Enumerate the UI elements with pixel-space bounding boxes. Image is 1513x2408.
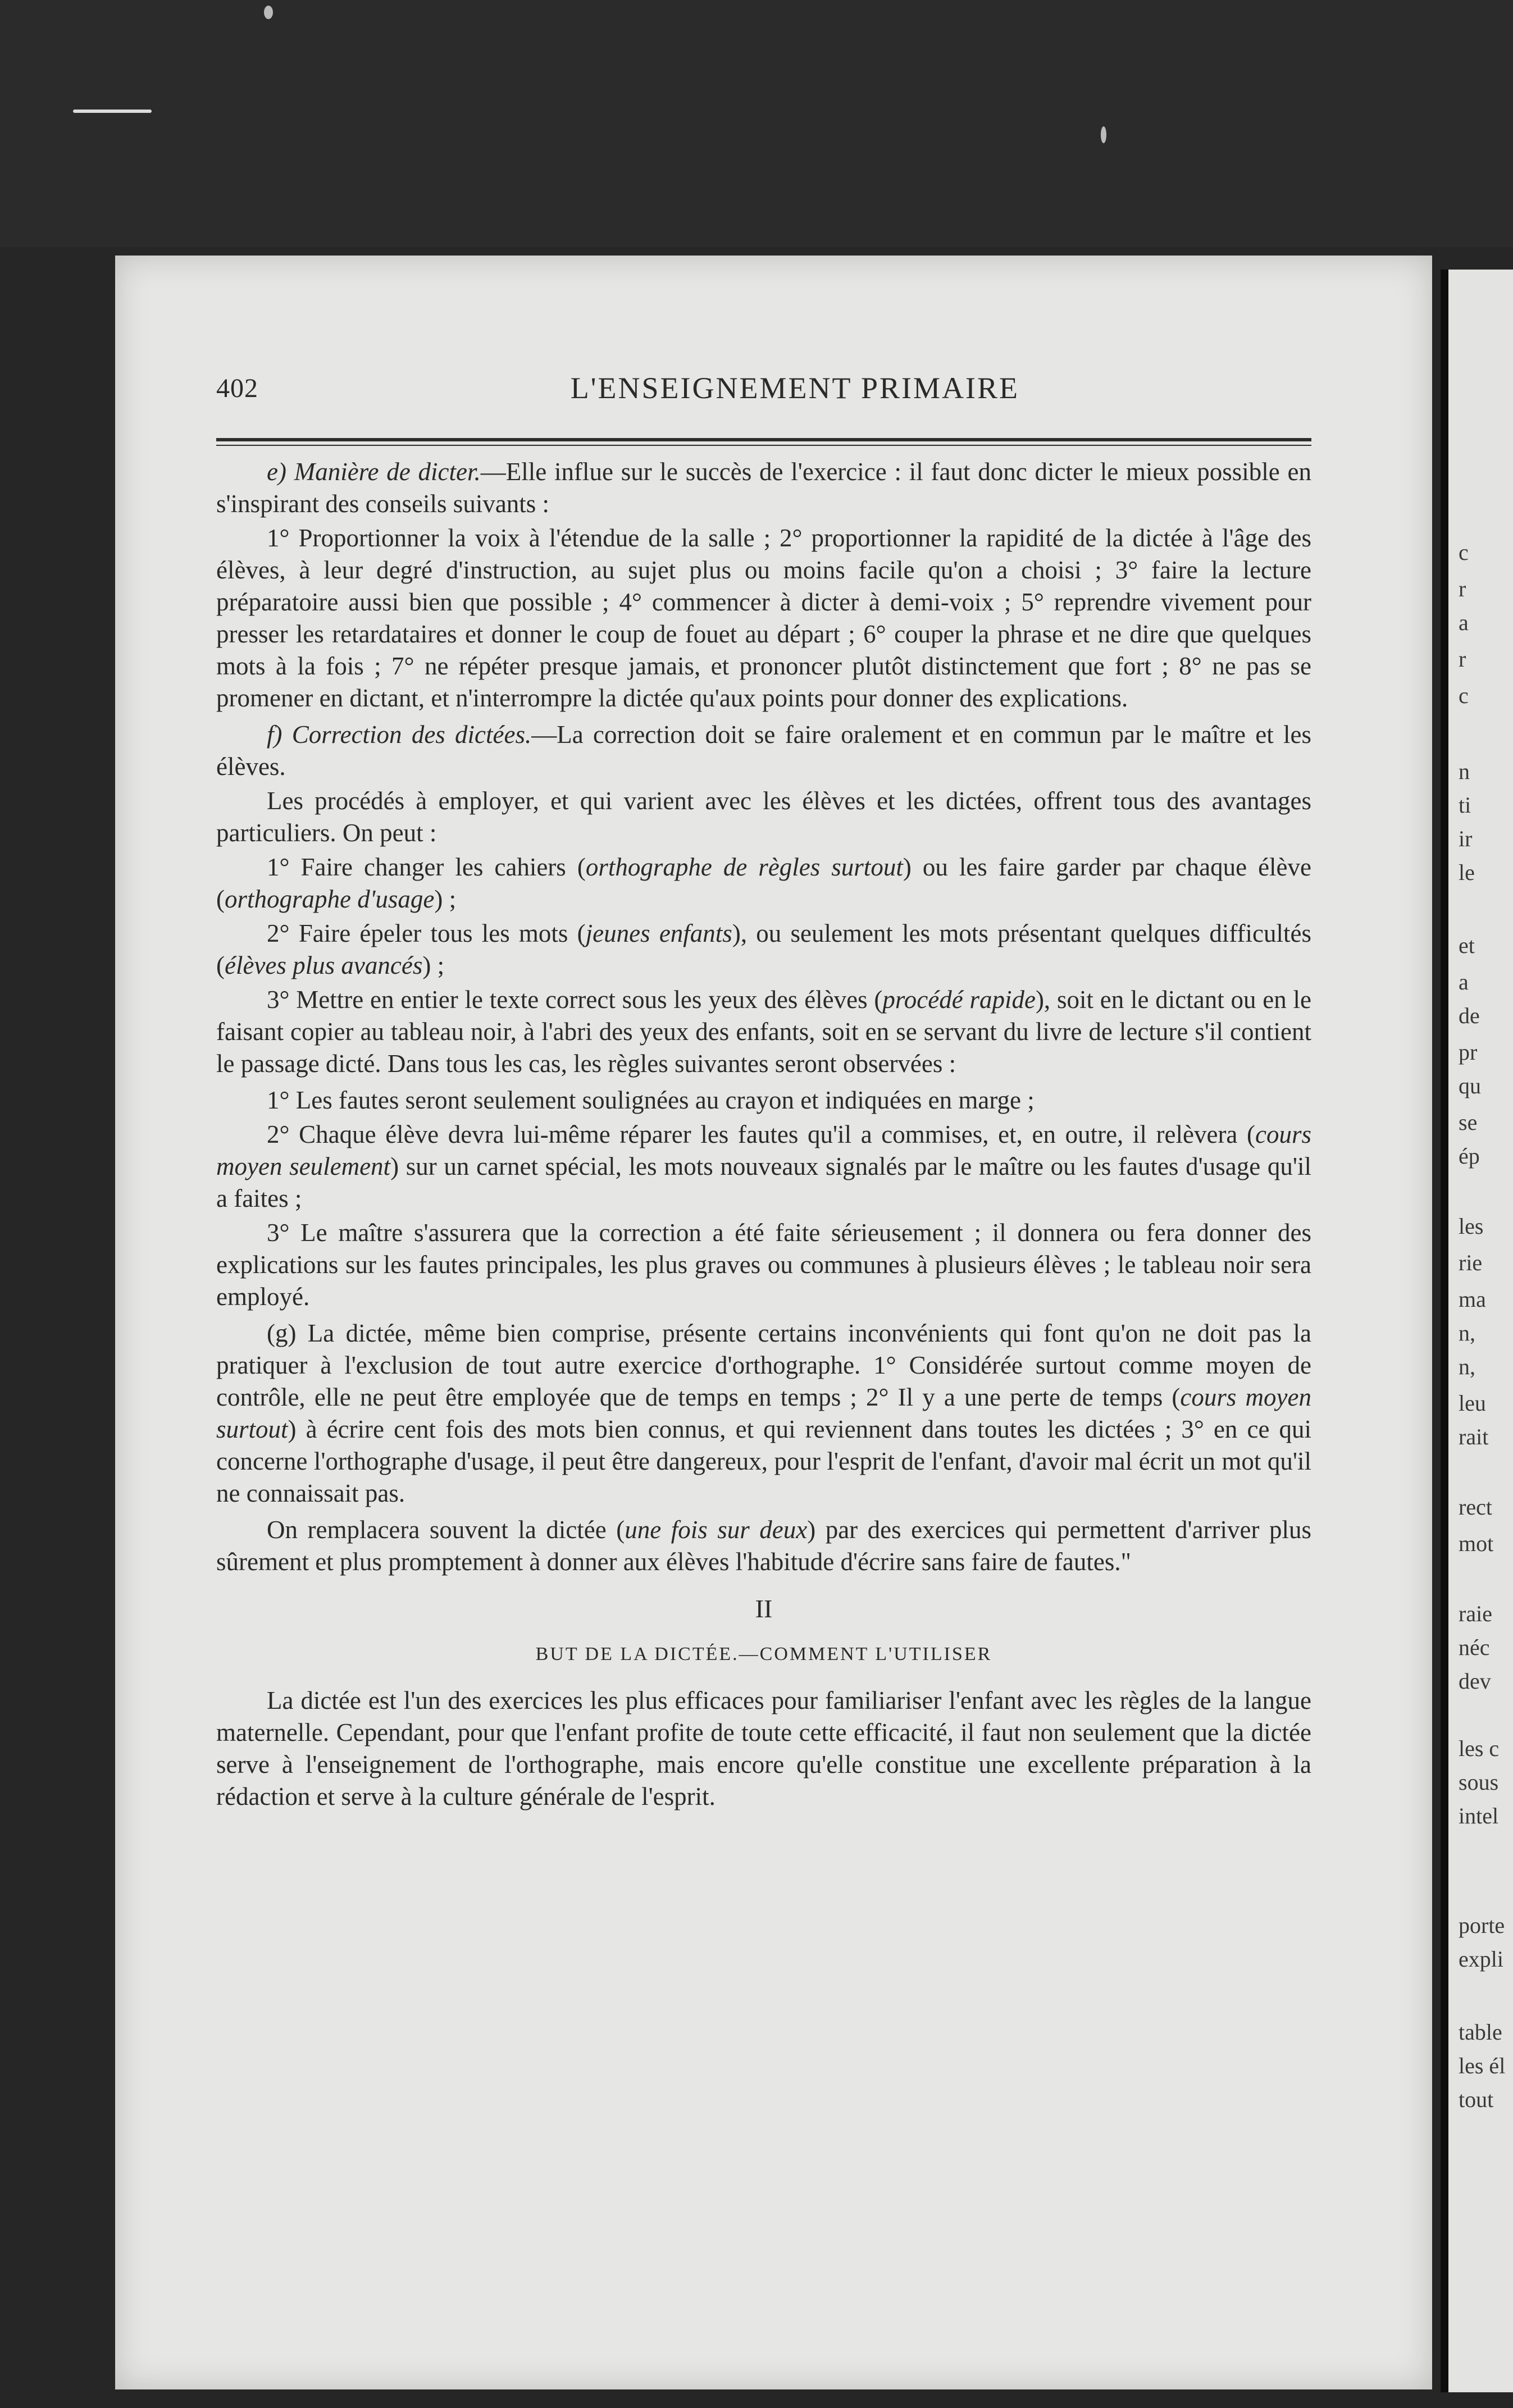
- section-title: BUT DE LA DICTÉE.—COMMENT L'UTILISER: [535, 1644, 992, 1664]
- procedure-2-text-a: 2° Faire épeler tous les mots (: [267, 919, 586, 947]
- adjacent-page-fragment: porte: [1459, 1913, 1505, 1938]
- procedure-1-italic-b: orthographe d'usage: [225, 885, 435, 913]
- header-rule-thick: [216, 438, 1311, 441]
- running-head: L'ENSEIGNEMENT PRIMAIRE: [570, 371, 1019, 405]
- adjacent-page-fragment: les: [1459, 1214, 1484, 1239]
- adjacent-page-fragment: tout: [1459, 2087, 1494, 2112]
- adjacent-page-fragment: c: [1459, 540, 1469, 565]
- section-g-italic: cours moyen surtout: [216, 1383, 1311, 1443]
- procedure-3: [216, 984, 1311, 1080]
- adjacent-page-fragment: rait: [1459, 1424, 1489, 1449]
- adjacent-page-fragment: n: [1459, 759, 1470, 784]
- adjacent-page-fragment: n,: [1459, 1354, 1475, 1379]
- dust-speck: [264, 6, 273, 19]
- procedure-1: [216, 851, 1311, 915]
- procedure-2-italic-b: élèves plus avancés: [225, 951, 423, 979]
- adjacent-page-fragment: n,: [1459, 1320, 1475, 1346]
- closing-paragraph: [216, 1514, 1311, 1578]
- rule-1: 1° Les fautes seront seulement soulignées au crayon et indiquées en marge ;: [267, 1086, 1035, 1114]
- section-2-paragraph: La dictée est l'un des exercices les plus efficaces pour familiariser l'enfant avec les règles de la langue maternelle. Cependant, pour que l'enfant profite de toute cette efficacité, il faut non seulement que la dictée serve à l'enseignement de l'orthographe, mais encore qu'elle constitue une excellente préparation à la rédaction et serve à la culture générale de l'esprit.: [216, 1686, 1311, 1810]
- adjacent-page-fragment: table: [1459, 2019, 1502, 2045]
- procedure-3-italic-a: procédé rapide: [882, 986, 1036, 1014]
- procedure-1-italic-a: orthographe de règles surtout: [585, 853, 903, 881]
- adjacent-page-fragment: a: [1459, 610, 1469, 635]
- adjacent-page-fragment: qu: [1459, 1073, 1481, 1098]
- adjacent-page-fragment: intel: [1459, 1803, 1499, 1828]
- closing-text-a: On remplacera souvent la dictée (: [267, 1516, 625, 1544]
- adjacent-page-fragment: néc: [1459, 1635, 1490, 1660]
- section-f-paragraph: [216, 719, 1311, 783]
- page-content: [216, 365, 1311, 1817]
- procedures-intro: Les procédés à employer, et qui varient avec les élèves et les dictées, offrent tous des avantages particuliers. On peut :: [216, 787, 1311, 847]
- page-header: [216, 365, 1311, 404]
- procedure-1-text-a: 1° Faire changer les cahiers (: [267, 853, 586, 881]
- procedure-2: [216, 918, 1311, 982]
- closing-italic: une fois sur deux: [625, 1516, 808, 1544]
- adjacent-page-fragment: rect: [1459, 1494, 1492, 1520]
- section-f-label: f) Correction des dictées.: [267, 720, 532, 749]
- procedure-1-text-b: ) ou les faire garder par chaque élève (: [216, 853, 1312, 913]
- adjacent-page-fragment: raie: [1459, 1601, 1492, 1626]
- section-numeral: II: [755, 1594, 773, 1623]
- closing-text-b: ) par des exercices qui permettent d'arriver plus sûrement et plus promptement à donner aux élèves l'habitude d'écrire sans faire de fautes.": [216, 1516, 1311, 1576]
- rule-2: [216, 1119, 1311, 1215]
- adjacent-page-fragment: les c: [1459, 1736, 1500, 1761]
- procedure-2-text-c: ) ;: [422, 951, 445, 979]
- section-g-text-a: (g) La dictée, même bien comprise, présente certains inconvénients qui font qu'on ne doit pas la pratiquer à l'exclusion de tout autre exercice d'orthographe. 1° Considérée surtout comme moyen de contrôle, elle ne peut être employée que de temps en temps ; 2° Il y a une perte de temps (: [216, 1319, 1311, 1411]
- rule-2-italic: cours moyen seulement: [216, 1120, 1311, 1180]
- adjacent-page-edge: [1441, 270, 1513, 2392]
- adjacent-page-fragment: de: [1459, 1003, 1480, 1028]
- adjacent-page-fragment: pr: [1459, 1039, 1478, 1065]
- adjacent-page-fragment: ir: [1459, 826, 1473, 851]
- adjacent-page-fragment: rie: [1459, 1250, 1483, 1275]
- dust-speck: [1101, 126, 1106, 143]
- dictation-advice-list: 1° Proportionner la voix à l'étendue de la salle ; 2° proportionner la rapidité de la dictée à l'âge des élèves, à leur degré d'instruction, au sujet plus ou moins facile qu'on a choisi ; 3° faire la lecture préparatoire aussi bien que possible ; 4° commencer à dicter à demi-voix ; 5° reprendre vivement pour presser les retardataires et donner le coup de fouet au départ ; 6° couper la phrase et ne dire que quelques mots à la fois ; 7° ne répéter presque jamais, et prononcer plutôt distinctement que fort ; 8° ne pas se promener en dictant, et n'interrompre la dictée qu'aux points pour donner des explications.: [216, 524, 1311, 712]
- rule-2-text-b: ) sur un carnet spécial, les mots nouveaux signalés par le maître ou les fautes d'usage qu'il a faites ;: [216, 1152, 1311, 1212]
- header-rule-thin: [216, 445, 1311, 446]
- adjacent-page-fragment: leu: [1459, 1390, 1486, 1416]
- adjacent-page-fragment: r: [1459, 646, 1466, 672]
- rule-2-text-a: 2° Chaque élève devra lui-même réparer les fautes qu'il a commises, et, en outre, il relèvera (: [267, 1120, 1255, 1148]
- procedure-2-text-b: ), ou seulement les mots présentant quelques difficultés (: [216, 919, 1312, 979]
- adjacent-page-fragment: ép: [1459, 1143, 1480, 1169]
- section-g-paragraph: [216, 1317, 1311, 1509]
- body-text: [216, 456, 1311, 1813]
- scanner-background: [0, 0, 1513, 247]
- page-number: 402: [216, 373, 258, 403]
- section-e-paragraph: [216, 456, 1311, 520]
- adjacent-page-fragment: le: [1459, 860, 1475, 885]
- section-e-label: e) Manière de dicter.: [267, 458, 481, 486]
- procedure-2-italic-a: jeunes enfants: [585, 919, 732, 947]
- adjacent-page-fragment: ma: [1459, 1287, 1486, 1312]
- section-g-text-b: ) à écrire cent fois des mots bien connus, et qui reviennent dans toutes les dictées ; 3° en ce qui concerne l'orthographe d'usage, il peut être dangereux, pour l'esprit de l'enfant, d'avoir mal écrit un mot qu'il ne connaissait pas.: [216, 1415, 1311, 1507]
- adjacent-page-fragment: c: [1459, 683, 1469, 708]
- procedure-1-text-c: ) ;: [434, 885, 457, 913]
- adjacent-page-fragment: r: [1459, 576, 1466, 601]
- section-f-text: —La correction doit se faire oralement et en commun par le maître et les élèves.: [216, 720, 1311, 781]
- adjacent-page-fragment: et: [1459, 933, 1475, 958]
- procedure-3-text-b: ), soit en le dictant ou en le faisant copier au tableau noir, à l'abri des yeux des enfants, soit en se servant du livre de lecture s'il contient le passage dicté. Dans tous les cas, les règles suivantes seront observées :: [216, 986, 1311, 1078]
- section-e-text: —Elle influe sur le succès de l'exercice : il faut donc dicter le mieux possible en s'inspirant des conseils suivants :: [216, 458, 1311, 518]
- adjacent-page-fragment: a: [1459, 969, 1469, 995]
- adjacent-page-fragment: expli: [1459, 1946, 1503, 1972]
- adjacent-page-fragment: dev: [1459, 1668, 1491, 1694]
- adjacent-page-fragment: sous: [1459, 1769, 1499, 1795]
- rule-3: 3° Le maître s'assurera que la correction a été faite sérieusement ; il donnera ou fera donner des explications sur les fautes principales, les plus graves ou communes à plusieurs élèves ; le tableau noir sera employé.: [216, 1219, 1311, 1311]
- adjacent-page-fragment: se: [1459, 1110, 1478, 1135]
- dust-speck: [73, 110, 152, 113]
- procedure-3-text-a: 3° Mettre en entier le texte correct sous les yeux des élèves (: [267, 986, 883, 1014]
- adjacent-page-fragment: ti: [1459, 792, 1471, 818]
- adjacent-page-fragment: les él: [1459, 2053, 1506, 2078]
- adjacent-page-fragment: mot: [1459, 1531, 1494, 1556]
